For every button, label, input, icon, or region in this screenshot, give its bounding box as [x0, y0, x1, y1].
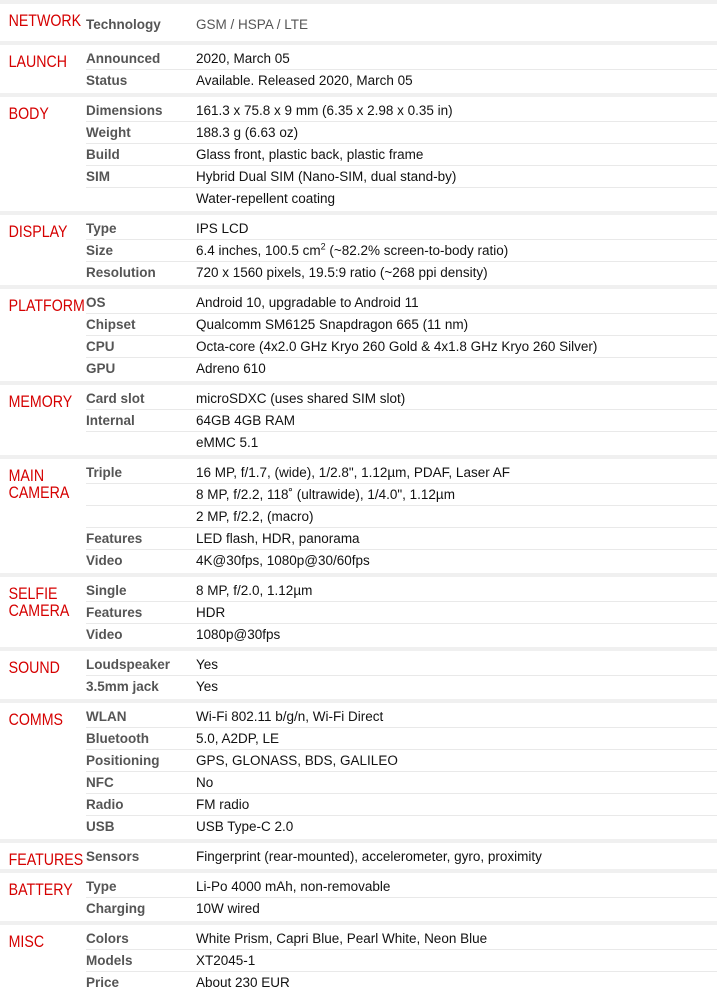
spec-value: GSM / HSPA / LTE: [196, 17, 309, 32]
section-title-line: BODY: [8, 105, 49, 123]
spec-row: [86, 949, 717, 971]
spec-label[interactable]: Bluetooth: [86, 731, 149, 746]
spec-value: 10W wired: [196, 901, 260, 916]
spec-value: IPS LCD: [196, 221, 249, 236]
spec-row: [86, 749, 717, 771]
spec-row: [86, 706, 717, 727]
spec-value: 64GB 4GB RAM: [196, 413, 296, 428]
section-platform: [0, 285, 717, 381]
spec-row: [86, 165, 717, 187]
section-title-misc[interactable]: [0, 925, 74, 995]
spec-value: Fingerprint (rear-mounted), accelerometer, gyro, proximity: [196, 849, 542, 864]
spec-value: Li-Po 4000 mAh, non-removable: [196, 879, 391, 894]
spec-label[interactable]: Positioning: [86, 753, 160, 768]
spec-row: [86, 313, 717, 335]
section-title-line: MISC: [8, 933, 45, 951]
spec-value: Adreno 610: [196, 361, 266, 376]
spec-value: 2020, March 05: [196, 51, 290, 66]
section-selfie-camera: [0, 573, 717, 647]
spec-row: [86, 100, 717, 121]
spec-row: [86, 527, 717, 549]
spec-value: USB Type-C 2.0: [196, 819, 294, 834]
spec-value: 8 MP, f/2.0, 1.12µm: [196, 583, 313, 598]
spec-row: [86, 846, 717, 867]
spec-label[interactable]: Features: [86, 531, 143, 546]
spec-row: [86, 601, 717, 623]
section-title-line: CAMERA: [8, 484, 70, 502]
spec-value: Yes: [196, 679, 219, 694]
spec-row: [86, 876, 717, 897]
spec-value: 4K@30fps, 1080p@30/60fps: [196, 553, 370, 568]
spec-value: HDR: [196, 605, 226, 620]
spec-row: [86, 462, 717, 483]
spec-row: [86, 897, 717, 919]
section-title-battery[interactable]: [0, 873, 74, 921]
spec-label[interactable]: OS: [86, 295, 106, 310]
spec-label[interactable]: USB: [86, 819, 115, 834]
spec-label[interactable]: Size: [86, 243, 114, 258]
spec-label[interactable]: Features: [86, 605, 143, 620]
spec-row: [86, 727, 717, 749]
section-battery: [0, 869, 717, 921]
spec-row: [86, 69, 717, 91]
section-title-line: SELFIE: [8, 585, 58, 603]
spec-label[interactable]: Announced: [86, 51, 161, 66]
spec-row: [86, 143, 717, 165]
spec-row: [86, 335, 717, 357]
spec-row: [86, 928, 717, 949]
spec-value: Glass front, plastic back, plastic frame: [196, 147, 424, 162]
spec-value: White Prism, Capri Blue, Pearl White, Neon Blue: [196, 931, 488, 946]
section-title-line: COMMS: [8, 711, 63, 729]
spec-label[interactable]: Video: [86, 553, 123, 568]
spec-row: [86, 292, 717, 313]
section-launch: [0, 41, 717, 93]
spec-value: 720 x 1560 pixels, 19.5:9 ratio (~268 ppi density): [196, 265, 488, 280]
section-display: [0, 211, 717, 285]
section-sound: [0, 647, 717, 699]
spec-label[interactable]: Resolution: [86, 265, 156, 280]
spec-row: [86, 14, 717, 35]
spec-value: Wi-Fi 802.11 b/g/n, Wi-Fi Direct: [196, 709, 384, 724]
spec-row: [86, 187, 717, 209]
spec-row: [86, 505, 717, 527]
section-title-line: SOUND: [8, 659, 60, 677]
spec-label[interactable]: WLAN: [86, 709, 127, 724]
spec-row: [86, 357, 717, 379]
spec-value: 8 MP, f/2.2, 118˚ (ultrawide), 1/4.0", 1.12µm: [196, 487, 455, 502]
spec-value: 188.3 g (6.63 oz): [196, 125, 299, 140]
section-title-comms[interactable]: [0, 703, 74, 839]
spec-label[interactable]: NFC: [86, 775, 114, 790]
spec-row: [86, 261, 717, 283]
spec-label[interactable]: Weight: [86, 125, 131, 140]
spec-row: [86, 121, 717, 143]
spec-value: XT2045-1: [196, 953, 256, 968]
spec-value: About 230 EUR: [196, 975, 290, 990]
section-title-line: MEMORY: [8, 393, 73, 411]
spec-label[interactable]: Single: [86, 583, 127, 598]
section-title-line: MAIN: [8, 467, 45, 485]
section-title-line: NETWORK: [8, 12, 82, 30]
spec-value: 5.0, A2DP, LE: [196, 731, 280, 746]
section-title-line: DISPLAY: [8, 223, 68, 241]
spec-value: No: [196, 775, 214, 790]
spec-value: LED flash, HDR, panorama: [196, 531, 360, 546]
spec-row: [86, 48, 717, 69]
section-title-selfie-camera[interactable]: [0, 577, 74, 647]
spec-value: 16 MP, f/1.7, (wide), 1/2.8", 1.12µm, PDAF, Laser AF: [196, 465, 510, 480]
section-misc: [0, 921, 717, 995]
spec-row: [86, 654, 717, 675]
section-title-network[interactable]: [0, 4, 82, 41]
spec-label[interactable]: Chipset: [86, 317, 136, 332]
section-body: [0, 93, 717, 211]
section-title-launch[interactable]: [0, 45, 74, 93]
section-title-main-camera[interactable]: [0, 459, 74, 573]
spec-label[interactable]: Dimensions: [86, 103, 163, 118]
spec-label[interactable]: Type: [86, 879, 117, 894]
section-title-line: CAMERA: [8, 602, 70, 620]
spec-value: Water-repellent coating: [196, 191, 336, 206]
spec-value: Hybrid Dual SIM (Nano-SIM, dual stand-by): [196, 169, 457, 184]
spec-label[interactable]: GPU: [86, 361, 116, 376]
spec-label[interactable]: Price: [86, 975, 120, 990]
spec-label[interactable]: Charging: [86, 901, 146, 916]
spec-label[interactable]: Radio: [86, 797, 124, 812]
spec-label[interactable]: Status: [86, 73, 128, 88]
spec-value: FM radio: [196, 797, 250, 812]
spec-label[interactable]: Loudspeaker: [86, 657, 171, 672]
spec-row: [86, 239, 717, 261]
spec-value: 1080p@30fps: [196, 627, 281, 642]
spec-row: [86, 431, 717, 453]
spec-value: Octa-core (4x2.0 GHz Kryo 260 Gold & 4x1.8 GHz Kryo 260 Silver): [196, 339, 598, 354]
spec-value: 161.3 x 75.8 x 9 mm (6.35 x 2.98 x 0.35 in): [196, 103, 453, 118]
section-comms: [0, 699, 717, 839]
spec-row: [86, 388, 717, 409]
section-title-line: FEATURES: [8, 851, 84, 869]
spec-label[interactable]: Triple: [86, 465, 123, 480]
spec-row: [86, 483, 717, 505]
spec-value: Qualcomm SM6125 Snapdragon 665 (11 nm): [196, 317, 469, 332]
spec-row: [86, 549, 717, 571]
spec-row: [86, 623, 717, 645]
spec-value: eMMC 5.1: [196, 435, 259, 450]
spec-row: [86, 409, 717, 431]
section-title-sound[interactable]: [0, 651, 74, 699]
section-title-line: LAUNCH: [8, 53, 67, 71]
section-main-camera: [0, 455, 717, 573]
spec-label[interactable]: SIM: [86, 169, 111, 184]
spec-label[interactable]: Models: [86, 953, 133, 968]
section-title-line: PLATFORM: [8, 297, 85, 315]
spec-row: [86, 815, 717, 837]
section-title-features[interactable]: [0, 843, 84, 869]
spec-value: Yes: [196, 657, 219, 672]
spec-value: Available. Released 2020, March 05: [196, 73, 413, 88]
spec-label[interactable]: 3.5mm jack: [86, 679, 159, 694]
spec-value: 2 MP, f/2.2, (macro): [196, 509, 314, 524]
spec-value: microSDXC (uses shared SIM slot): [196, 391, 406, 406]
spec-row: [86, 580, 717, 601]
spec-label[interactable]: Card slot: [86, 391, 145, 406]
spec-value: Android 10, upgradable to Android 11: [196, 295, 419, 310]
section-features: [0, 839, 717, 869]
spec-row: [86, 771, 717, 793]
spec-row: [86, 218, 717, 239]
section-title-platform[interactable]: [0, 289, 85, 381]
section-memory: [0, 381, 717, 455]
section-title-line: BATTERY: [8, 881, 73, 899]
section-title-body[interactable]: [0, 97, 74, 211]
spec-label[interactable]: Build: [86, 147, 120, 162]
spec-label[interactable]: Technology: [86, 17, 161, 32]
spec-label[interactable]: Sensors: [86, 849, 140, 864]
spec-value: GPS, GLONASS, BDS, GALILEO: [196, 753, 398, 768]
spec-label[interactable]: Type: [86, 221, 117, 236]
spec-row: [86, 675, 717, 697]
spec-label[interactable]: CPU: [86, 339, 115, 354]
spec-row: [86, 793, 717, 815]
section-network: [0, 0, 717, 41]
spec-label[interactable]: Internal: [86, 413, 135, 428]
spec-row: [86, 971, 717, 993]
spec-label[interactable]: Colors: [86, 931, 129, 946]
spec-value: 6.4 inches, 100.5 $cm^2$ (~82.2% screen-to-body ratio): [196, 241, 509, 258]
section-title-display[interactable]: [0, 215, 74, 285]
section-title-memory[interactable]: [0, 385, 74, 455]
spec-label[interactable]: Video: [86, 627, 123, 642]
